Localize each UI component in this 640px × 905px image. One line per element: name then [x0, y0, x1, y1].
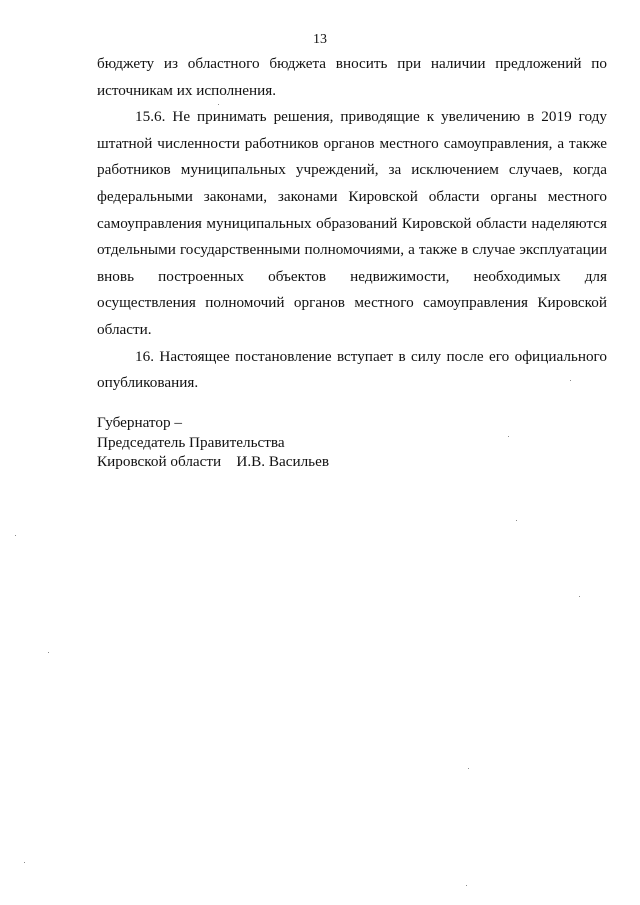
scan-speck	[466, 885, 467, 886]
signature-name-line: Кировской области И.В. Васильев	[97, 453, 329, 470]
scan-speck	[218, 104, 219, 105]
scan-speck	[508, 436, 509, 437]
scan-speck	[24, 862, 25, 863]
scan-speck	[579, 596, 580, 597]
scan-speck	[468, 768, 469, 769]
scan-speck	[570, 380, 571, 381]
signature-title-chairman: Председатель Правительства	[97, 433, 285, 451]
signature-title-governor: Губернатор –	[97, 414, 182, 431]
paragraph-16: 16. Настоящее постановление вступает в силу после его официального опубликования.	[97, 347, 607, 392]
scan-speck	[48, 652, 49, 653]
scan-speck	[516, 520, 517, 521]
paragraph-continuation: бюджету из областного бюджета вносить при наличии предложений по источникам их исполнения.	[97, 55, 607, 99]
document-body	[97, 51, 607, 397]
scan-speck	[15, 535, 16, 536]
paragraph-15-6: 15.6. Не принимать решения, приводящие к увеличению в 2019 году штатной численности работников органов местного самоуправления, а также работников муниципальных учреждений, за исключением случаев, когда федеральными законами, законами Кировской области органы местного самоуправления муниципальных образований Кировской области наделяются отдельными государственными полномочиями, а также в случае эксплуатации вновь построенных объектов недвижимости, необходимых для осуществления полномочий органов местного самоуправления Кировской области.	[97, 108, 607, 338]
page-number: 13	[313, 32, 327, 47]
signature-block	[97, 413, 329, 472]
